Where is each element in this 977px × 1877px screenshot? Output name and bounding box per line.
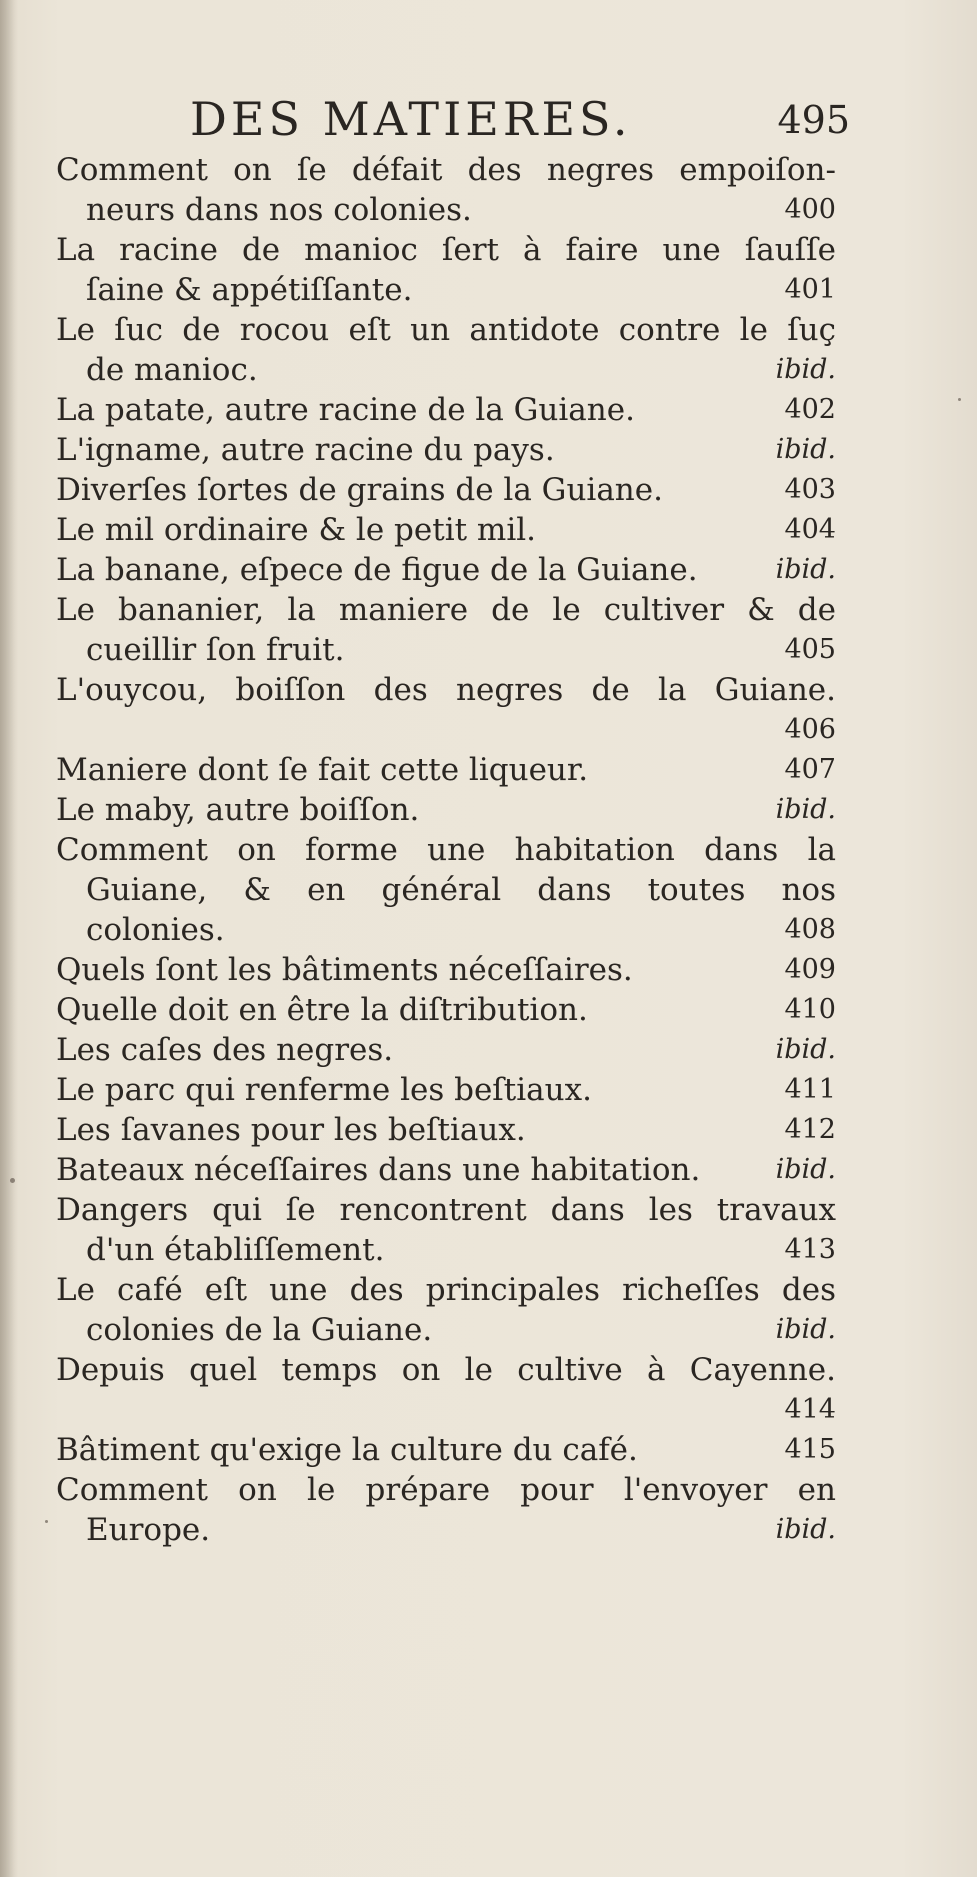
index-entries [56,150,836,1550]
entry-line [56,1270,836,1310]
entry-text: Comment on le prépare pour l'envoyer en [56,1472,836,1508]
entry-text: Comment on forme une habitation dans la [56,832,836,868]
entry-page-number: 412 [784,1114,836,1145]
entry-text: de manioc. [86,352,258,388]
entry-text: Bâtiment qu'exige la culture du café. [56,1432,638,1468]
paper-speck [45,1520,48,1523]
header-page-number: 495 [777,98,850,142]
entry-page-number: ibid. [775,794,836,825]
index-entry [56,150,836,230]
entry-line [56,870,836,910]
entry-text: Dangers qui ſe rencontrent dans les travaux [56,1192,836,1228]
index-entry [56,670,836,750]
index-entry [56,590,836,670]
entry-line [56,790,836,830]
index-entry [56,750,836,790]
entry-page-number: ibid. [775,434,836,465]
index-entry [56,1430,836,1470]
index-entry [56,550,836,590]
entry-page-number: 400 [784,194,836,225]
entry-page-number: 406 [784,714,836,745]
entry-page-number: ibid. [775,554,836,585]
entry-line [56,910,836,950]
entry-page-number: 413 [784,1234,836,1265]
entry-line [56,190,836,230]
entry-line [56,230,836,270]
entry-line [56,670,836,710]
index-entry [56,1030,836,1070]
index-entry [56,1470,836,1550]
entry-page-number: 404 [784,514,836,545]
index-entry [56,1270,836,1350]
entry-page-number: 401 [784,274,836,305]
entry-text: colonies de la Guiane. [86,1312,433,1348]
entry-text: ſaine & appétiſſante. [86,272,413,308]
entry-line [56,430,836,470]
entry-line [56,150,836,190]
index-entry [56,430,836,470]
index-entry [56,990,836,1030]
entry-page-number: 415 [784,1434,836,1465]
entry-line [56,830,836,870]
entry-line [56,590,836,630]
entry-text: La patate, autre racine de la Guiane. [56,392,635,428]
entry-page-number: ibid. [775,354,836,385]
index-entry [56,470,836,510]
entry-text: La racine de manioc ſert à faire une ſauſſe [56,232,836,268]
entry-page-number: 407 [784,754,836,785]
entry-text: Le parc qui renferme les beſtiaux. [56,1072,592,1108]
entry-page-number: ibid. [775,1314,836,1345]
entry-line [56,470,836,510]
entry-line [56,710,836,750]
entry-text: Le ſuc de rocou eſt un antidote contre le ſuç [56,312,836,348]
entry-text: Quelle doit en être la diſtribution. [56,992,588,1028]
entry-line [56,990,836,1030]
entry-text: Maniere dont ſe fait cette liqueur. [56,752,589,788]
entry-line [56,1510,836,1550]
entry-text: colonies. [86,912,225,948]
index-entry [56,310,836,390]
entry-line [56,350,836,390]
entry-line [56,310,836,350]
entry-line [56,950,836,990]
entry-text: Diverſes ſortes de grains de la Guiane. [56,472,663,508]
index-entry [56,510,836,550]
entry-page-number: 410 [784,994,836,1025]
entry-text: La banane, eſpece de figue de la Guiane. [56,552,698,588]
entry-text: neurs dans nos colonies. [86,192,472,228]
entry-page-number: ibid. [775,1154,836,1185]
entry-text: Le bananier, la maniere de le cultiver & de [56,592,836,628]
entry-line [56,1470,836,1510]
entry-page-number: 409 [784,954,836,985]
entry-line [56,1070,836,1110]
entry-text: Les ſavanes pour les beſtiaux. [56,1112,526,1148]
entry-page-number: ibid. [775,1034,836,1065]
entry-text: d'un établiſſement. [86,1232,385,1268]
entry-page-number: 403 [784,474,836,505]
entry-line [56,1390,836,1430]
entry-text: Le café eſt une des principales richeſſes des [56,1272,836,1308]
entry-text: Le maby, autre boiſſon. [56,792,420,828]
entry-line [56,1310,836,1350]
entry-text: cueillir ſon fruit. [86,632,345,668]
entry-text: L'igname, autre racine du pays. [56,432,555,468]
index-entry [56,830,836,950]
entry-text: Quels ſont les bâtiments néceſſaires. [56,952,633,988]
entry-line [56,1190,836,1230]
entry-line [56,1110,836,1150]
entry-text: L'ouycou, boiſſon des negres de la Guiane. [56,672,836,708]
index-entry [56,1190,836,1270]
entry-page-number: ibid. [775,1514,836,1545]
running-header [190,92,850,152]
entry-line [56,550,836,590]
entry-page-number: 402 [784,394,836,425]
entry-text: Le mil ordinaire & le petit mil. [56,512,537,548]
index-entry [56,390,836,430]
entry-line [56,390,836,430]
header-title: DES MATIERES. [190,92,632,146]
entry-text: Europe. [86,1512,211,1548]
entry-line [56,1230,836,1270]
gutter-shadow [0,0,18,1877]
entry-line [56,510,836,550]
entry-text: Les caſes des negres. [56,1032,394,1068]
index-entry [56,230,836,310]
entry-line [56,1150,836,1190]
entry-line [56,630,836,670]
entry-text: Comment on ſe défait des negres empoiſon- [56,152,836,188]
index-entry [56,1110,836,1150]
entry-page-number: 405 [784,634,836,665]
entry-page-number: 411 [784,1074,836,1105]
index-entry [56,790,836,830]
index-entry [56,1070,836,1110]
paper-speck [958,398,961,401]
entry-line [56,1430,836,1470]
index-entry [56,1350,836,1430]
entry-page-number: 414 [784,1394,836,1425]
entry-line [56,1350,836,1390]
entry-text: Bateaux néceſſaires dans une habitation. [56,1152,701,1188]
entry-text: Depuis quel temps on le cultive à Cayenne. [56,1352,836,1388]
entry-line [56,1030,836,1070]
index-entry [56,950,836,990]
index-entry [56,1150,836,1190]
paper-speck [10,1178,15,1183]
entry-line [56,750,836,790]
entry-line [56,270,836,310]
entry-text: Guiane, & en général dans toutes nos [86,872,836,908]
entry-page-number: 408 [784,914,836,945]
